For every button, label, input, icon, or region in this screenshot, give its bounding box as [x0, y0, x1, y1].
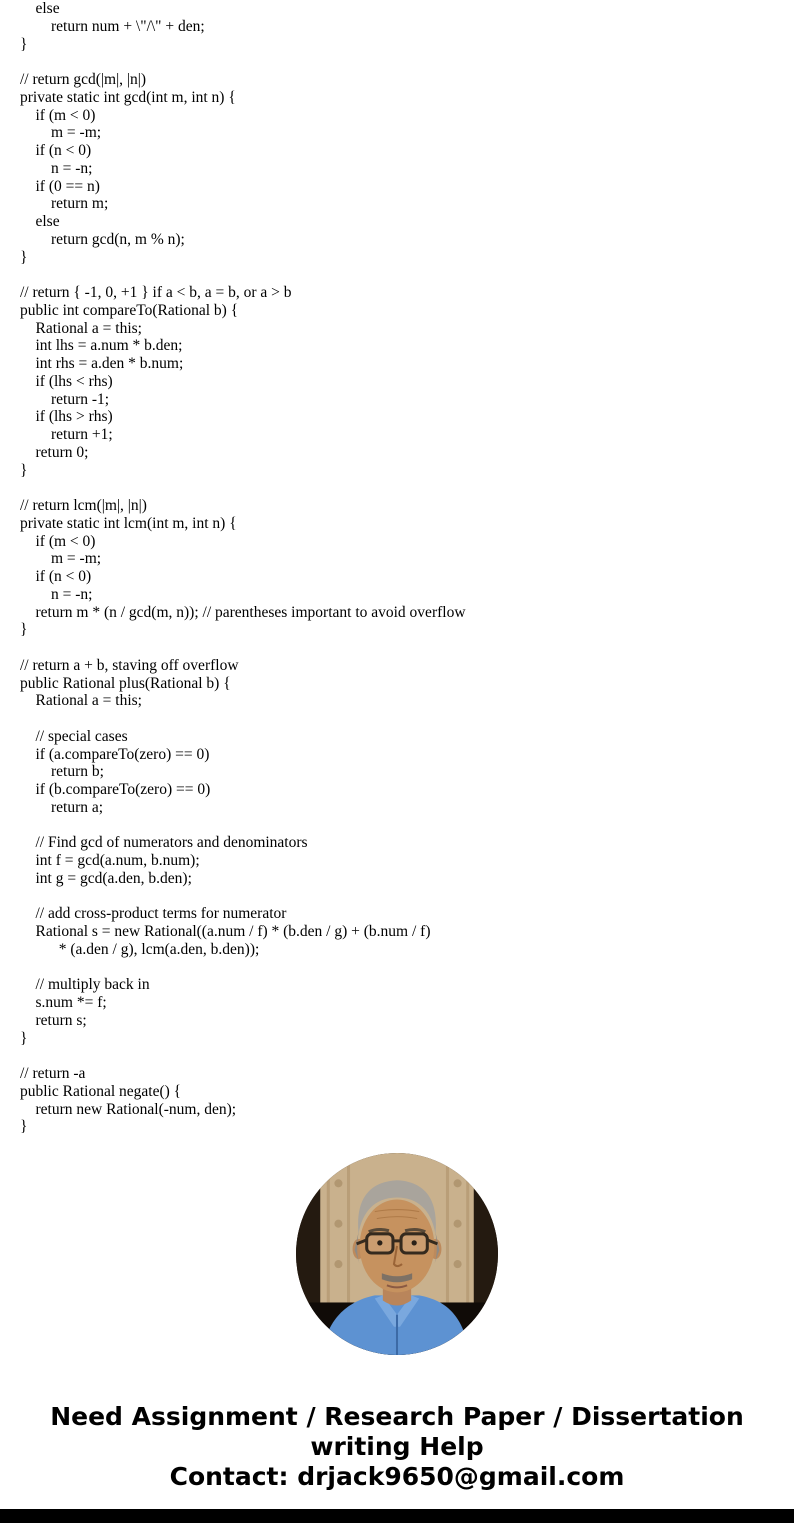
code-line [20, 479, 794, 497]
code-line: Rational a = this; [20, 319, 142, 337]
code-line: return new Rational(-num, den); [20, 1100, 237, 1118]
code-line [20, 888, 794, 906]
code-line: return 0; [20, 443, 89, 461]
code-line: public int compareTo(Rational b) { [20, 301, 239, 319]
code-line: // Find gcd of numerators and denominators [20, 834, 308, 852]
code-line: s.num *= f; [20, 994, 107, 1011]
code-line: } [20, 248, 28, 266]
code-line: * (a.den / g), lcm(a.den, b.den)); [20, 940, 260, 958]
code-line: if (n < 0) [20, 568, 92, 585]
code-line: if (0 == n) [20, 177, 100, 195]
code-line: m = -m; [20, 124, 102, 142]
code-line: int g = gcd(a.den, b.den); [20, 869, 192, 887]
code-line: // return -a [20, 1065, 86, 1082]
code-line: else [20, 0, 60, 17]
help-heading-line1: Need Assignment / Research Paper / Dissertation [50, 1402, 744, 1431]
help-heading-line2: writing Help [310, 1432, 484, 1461]
code-line: // add cross-product terms for numerator [20, 905, 287, 923]
code-line: int rhs = a.den * b.num; [20, 355, 184, 372]
code-line: if (lhs > rhs) [20, 408, 113, 426]
code-line: public Rational negate() { [20, 1082, 182, 1100]
code-line: // return lcm(|m|, |n|) [20, 497, 147, 514]
code-line: Rational s = new Rational((a.num / f) * (b.den / g) + (b.num / f) [20, 923, 431, 940]
code-line: return m * (n / gcd(m, n)); // parentheses important to avoid overflow [20, 603, 466, 621]
code-line [20, 959, 794, 977]
code-line: private static int lcm(int m, int n) { [20, 514, 237, 532]
code-line: if (a.compareTo(zero) == 0) [20, 745, 210, 763]
code-line: if (n < 0) [20, 142, 92, 159]
code-line: // multiply back in [20, 976, 150, 994]
code-line: if (m < 0) [20, 106, 96, 124]
code-line [20, 710, 794, 728]
code-line: n = -n; [20, 159, 93, 177]
presenter-avatar [296, 1153, 498, 1355]
code-line: return s; [20, 1011, 87, 1029]
code-line: int lhs = a.num * b.den; [20, 337, 183, 355]
code-line: return m; [20, 195, 109, 213]
code-line: n = -n; [20, 585, 93, 603]
code-line: int f = gcd(a.num, b.num); [20, 852, 200, 869]
code-line: } [20, 1118, 28, 1136]
presenter-photo [296, 1153, 498, 1355]
contact-email: Contact: drjack9650@gmail.com [169, 1462, 625, 1491]
code-line: } [20, 1029, 28, 1047]
bottom-black-bar [0, 1509, 794, 1523]
footer [0, 1402, 794, 1492]
code-line: return -1; [20, 390, 110, 408]
code-line: } [20, 461, 28, 479]
code-line: return num + \"/\" + den; [20, 17, 205, 35]
code-line: if (m < 0) [20, 532, 96, 550]
code-line [20, 266, 794, 284]
code-line: // special cases [20, 727, 128, 745]
code-line [20, 1047, 794, 1065]
code-line: return +1; [20, 426, 113, 443]
code-line: // return a + b, staving off overflow [20, 656, 239, 674]
code-line: private static int gcd(int m, int n) { [20, 88, 236, 106]
code-line: } [20, 621, 28, 639]
code-line: } [20, 35, 28, 53]
code-line [20, 817, 794, 835]
code-line: if (lhs < rhs) [20, 372, 113, 390]
code-line [20, 639, 794, 657]
code-line: // return gcd(|m|, |n|) [20, 71, 147, 88]
code-line [20, 53, 794, 71]
code-line: return a; [20, 798, 104, 816]
code-line: else [20, 213, 60, 230]
code-line: return gcd(n, m % n); [20, 230, 185, 248]
code-line: Rational a = this; [20, 692, 142, 710]
code-line: if (b.compareTo(zero) == 0) [20, 781, 211, 798]
code-line: public Rational plus(Rational b) { [20, 674, 231, 692]
code-line: m = -m; [20, 550, 102, 568]
code-line: return b; [20, 763, 104, 781]
code-line: // return { -1, 0, +1 } if a < b, a = b, or a > b [20, 284, 292, 301]
